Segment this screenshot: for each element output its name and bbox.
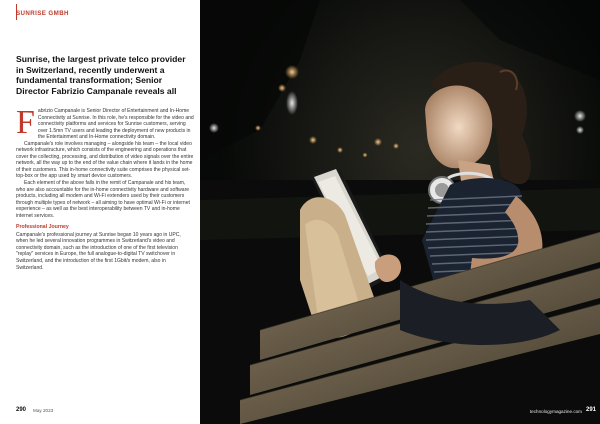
paragraph-3: Each element of the above falls in the remit of Campanale and his team, who are also accountable for the in-home connectivity hardware and software products, including all modem and Wi-Fi extenders used by their customers through multiple types of network – all aiming to have optimal Wi-Fi or internet experience – as well as the best interoperability between TV and in-home internet services. [16,180,190,219]
company-tag: SUNRISE GMBH [16,10,69,17]
headline: Sunrise, the largest private telco provider in Switzerland, recently underwent a fundamental transformation; Senior Director Fabrizio Campanale reveals all [16,54,186,96]
page-number-right: 291 [585,407,596,413]
paragraph-2: Campanale's role involves managing – alongside his team – the local video network infrastructure, which consists of the engineering and operations that cover the collecting, processing, and distribution of video signals over the entire network, all the way up to the end of the value chain where it lands in the home of their customers. This in-home connectivity suite comprises the physical set-top-box or the app used by smart device customers. [16,140,194,180]
footer-url: technologymagazine.com [529,409,582,414]
right-page [200,0,600,424]
left-page [0,0,200,424]
section-paragraph: Campanale's professional journey at Sunrise began 10 years ago in UPC, when he led several innovation programmes in Switzerland's video and connectivity domain, such as the introduction of one of the first television "replay" services in Europe, the full analogue-to-digital TV switchover in Switzerland, and the introduction of the first 1Gbit/s modem, also in Switzerland. [16,231,181,271]
issue-date: May 2023 [33,407,54,413]
section-heading: Professional Journey [16,224,69,231]
paragraph-1: abrizio Campanale is Senior Director of Entertainment and In-Home Connectivity at Sunrise. In this role, he's responsible for the video and connectivity platforms and services for Sunrise customers, serving over 1.5mn TV users and leading the deployment of new products in the Entertainment and In-Home connectivity domain. [37,108,194,141]
article-body [16,104,194,271]
drop-cap: F [16,104,35,141]
woman-with-tablet-photo [200,0,600,424]
page-number-left: 290 [16,407,27,413]
